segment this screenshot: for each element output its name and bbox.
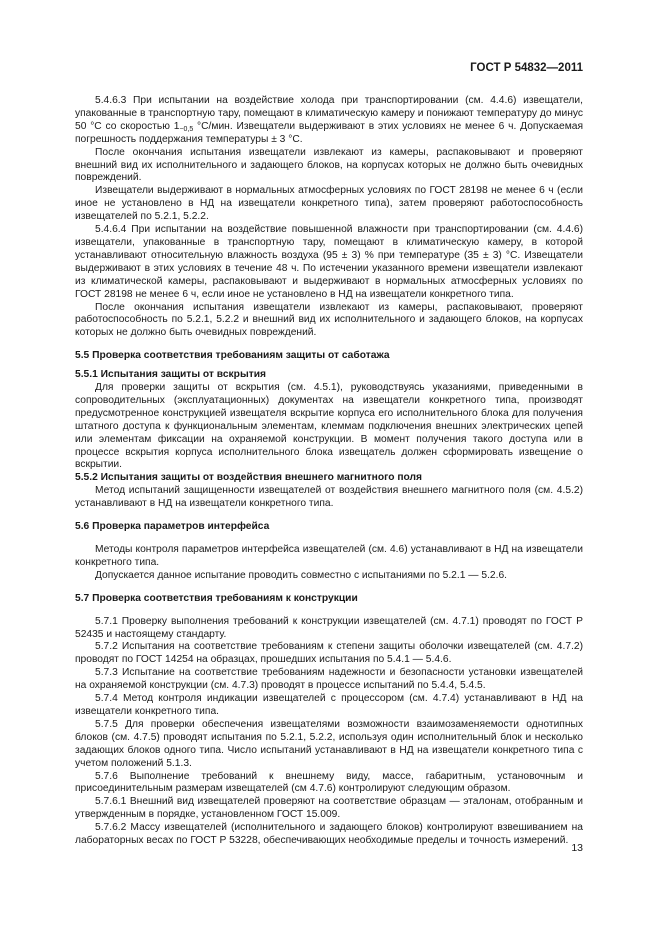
section-heading-5-5: 5.5 Проверка соответствия требованиям защиты от саботажа [75, 350, 390, 362]
document-body [75, 95, 583, 848]
paragraph: Для проверки защиты от вскрытия (см. 4.5.1), руководствуясь указаниями, приведенными в сопроводительных (эксплуатационных) документах на извещатели конкретного типа, производят предусмотренное конструкцией извещателя вскрытие корпуса его исполнительного блока для получения штатного доступа к функциональным элементам, клеммам подключения внешних электрических цепей или элементам фиксации на охраняемой конструкции. В момент получения такого доступа или в процессе вскрытия корпуса исполнительного блока извещатель должен сформировать извещение о вскрытии. [75, 382, 583, 471]
paragraph-5-4-6-3-part-b: °С/мин. Извещатели выдерживают в этих условиях не менее 6 ч. Допускаемая погрешность поддержания температуры ± 3 °С. [75, 120, 583, 145]
paragraph-5-7-5: 5.7.5 Для проверки обеспечения извещателями возможности взаимозаменяемости однотипных блоков (см. 4.7.5) проводят испытания по 5.2.1, 5.2.2, используя один исполнительный блок и несколько задающих блоков одного типа. Число испытаний устанавливают в НД на извещатели конкретного типа с учетом положений 5.1.3. [75, 718, 583, 769]
paragraph-5-7-2: 5.7.2 Испытания на соответствие требованиям к степени защиты оболочки извещателей (см. 4.7.2) проводят по ГОСТ 14254 на образцах, прошедших испытания по 5.4.1 — 5.4.6. [75, 641, 583, 666]
paragraph: Извещатели выдерживают в нормальных атмосферных условиях по ГОСТ 28198 не менее 6 ч (если иное не установлено в НД на извещатели конкретного типа), затем проверяют работоспособность извещателей по 5.2.1, 5.2.2. [75, 185, 583, 223]
section-heading-5-7: 5.7 Проверка соответствия требованиям к конструкции [75, 592, 358, 604]
paragraph-5-4-6-3 [75, 95, 583, 147]
paragraph-5-4-6-3-part-a: 5.4.6.3 При испытании на воздействие холода при транспортировании (см. 4.4.6) извещатели, упакованные в транспортную тару, помещают в климатическую камеру и понижают температуру до минус 50 °С со скоростью 1 [75, 95, 583, 132]
paragraph-5-7-6: 5.7.6 Выполнение требований к внешнему виду, массе, габаритным, установочным и присоединительным размерам извещателей (см 4.7.6) контролируют следующим образом. [75, 770, 583, 795]
document-id: ГОСТ Р 54832—2011 [470, 62, 583, 74]
paragraph: После окончания испытания извещатели извлекают из камеры, распаковывают, проверяют работоспособность по 5.2.1, 5.2.2 и внешний вид их исполнительного и задающего блоков, на корпусах которых не должно быть очевидных повреждений. [75, 301, 583, 339]
paragraph-5-7-4: 5.7.4 Метод контроля индикации извещателей с процессором (см. 4.7.4) устанавливают в НД на извещатели конкретного типа. [75, 693, 583, 717]
paragraph: Допускается данное испытание проводить совместно с испытаниями по 5.2.1 — 5.2.6. [95, 569, 508, 581]
paragraph-5-7-3: 5.7.3 Испытание на соответствие требованиям надежности и безопасности установки извещателей на охраняемой конструкции (см. 4.7.3) проводят в процессе испытаний по 5.4.4, 5.4.5. [75, 667, 583, 692]
paragraph-5-4-6-4: 5.4.6.4 При испытании на воздействие повышенной влажности при транспортировании (см. 4.4.6) извещатели, упакованные в транспортную тару, помещают в климатическую камеру, в которой устанавливают относительную влажность воздуха (95 ± 3) % при температуре (35 ± 3) °С. Извещатели выдерживают в этих условиях в течение 48 ч. По истечении указанного времени извещатели извлекают из климатической камеры, распаковывают и выдерживают в нормальных атмосферных условиях по ГОСТ 28198 не менее 6 ч, если иное не установлено в НД на извещатели конкретного типа. [75, 224, 583, 300]
paragraph-5-7-1: 5.7.1 Проверку выполнения требований к конструкции извещателей (см. 4.7.1) проводят по ГОСТ Р 52435 и настоящему стандарту. [75, 615, 583, 640]
subsection-heading-5-5-1: 5.5.1 Испытания защиты от вскрытия [75, 369, 266, 381]
paragraph-5-7-6-1: 5.7.6.1 Внешний вид извещателей проверяют на соответствие образцам — эталонам, отобранным и утвержденным в порядке, установленном ГОСТ 15.009. [75, 796, 583, 821]
section-heading-5-6: 5.6 Проверка параметров интерфейса [75, 521, 270, 533]
paragraph: Метод испытаний защищенности извещателей от воздействия внешнего магнитного поля (см. 4.5.2) устанавливают в НД на извещатели конкретного типа. [75, 485, 583, 510]
subsection-heading-5-5-2: 5.5.2 Испытания защиты от воздействия внешнего магнитного поля [75, 472, 423, 484]
page-number: 13 [571, 842, 583, 854]
paragraph-5-7-6-2: 5.7.6.2 Массу извещателей (исполнительного и задающего блоков) контролируют взвешиванием на лабораторных весах по ГОСТ Р 53228, обеспечивающих необходимые пределы и точность измерений. [75, 822, 583, 847]
paragraph: После окончания испытания извещатели извлекают из камеры, распаковывают и проверяют внешний вид их исполнительного и задающего блоков, на корпусах которых не должно быть очевидных повреждений. [75, 146, 583, 184]
paragraph: Методы контроля параметров интерфейса извещателей (см. 4.6) устанавливают в НД на извещатели конкретного типа. [75, 544, 583, 568]
tolerance-subscript: −0,5 [179, 125, 194, 133]
